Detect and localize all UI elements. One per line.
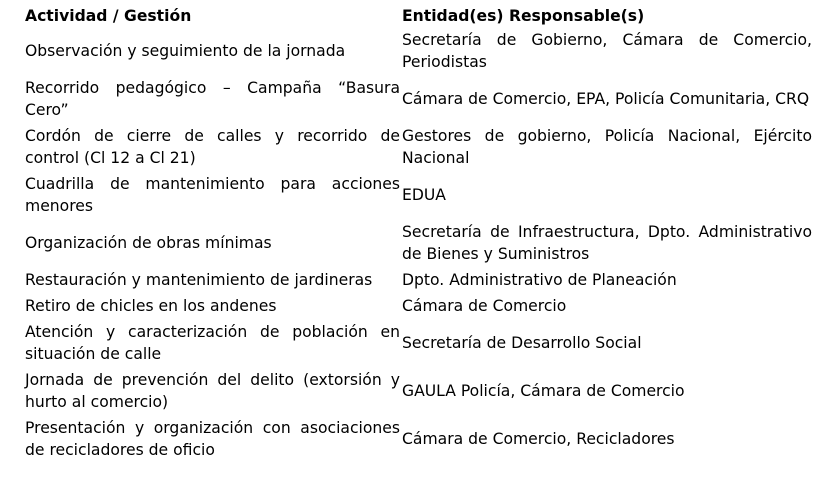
entity-cell: Secretaría de Infraestructura, Dpto. Administrativo de Bienes y Suministros: [402, 223, 812, 263]
entity-cell: Secretaría de Desarrollo Social: [402, 334, 642, 352]
activity-cell: Jornada de prevención del delito (extorsión y hurto al comercio): [25, 371, 400, 411]
entity-cell: Dpto. Administrativo de Planeación: [402, 271, 677, 289]
table-row: [25, 76, 812, 124]
entity-cell: Secretaría de Gobierno, Cámara de Comercio, Periodistas: [402, 31, 812, 71]
header-entity: Entidad(es) Responsable(s): [402, 6, 645, 25]
activity-cell: Cuadrilla de mantenimiento para acciones menores: [25, 175, 400, 215]
table-header-row: [25, 2, 812, 28]
entity-cell: EDUA: [402, 186, 446, 204]
table-row: [25, 220, 812, 268]
activity-cell: Presentación y organización con asociaciones de recicladores de oficio: [25, 419, 400, 459]
table-row: [25, 268, 812, 294]
table-row: [25, 320, 812, 368]
activity-cell: Atención y caracterización de población en situación de calle: [25, 323, 400, 363]
table-row: [25, 416, 812, 464]
entity-cell: Cámara de Comercio, Recicladores: [402, 430, 675, 448]
activity-cell: Retiro de chicles en los andenes: [25, 297, 277, 315]
table-row: [25, 28, 812, 76]
activity-cell: Organización de obras mínimas: [25, 234, 272, 252]
activity-cell: Observación y seguimiento de la jornada: [25, 42, 346, 60]
header-activity: Actividad / Gestión: [25, 6, 192, 25]
entity-cell: Gestores de gobierno, Policía Nacional, Ejército Nacional: [402, 127, 812, 167]
entity-cell: Cámara de Comercio: [402, 297, 567, 315]
entity-cell: GAULA Policía, Cámara de Comercio: [402, 382, 685, 400]
table-row: [25, 124, 812, 172]
activity-cell: Recorrido pedagógico – Campaña “Basura Cero”: [25, 79, 400, 119]
entity-cell: Cámara de Comercio, EPA, Policía Comunitaria, CRQ: [402, 90, 810, 108]
activity-cell: Restauración y mantenimiento de jardineras: [25, 271, 373, 289]
table-row: [25, 368, 812, 416]
activity-cell: Cordón de cierre de calles y recorrido de control (Cl 12 a Cl 21): [25, 127, 400, 167]
activities-table: [25, 2, 812, 464]
table-row: [25, 172, 812, 220]
table-row: [25, 294, 812, 320]
